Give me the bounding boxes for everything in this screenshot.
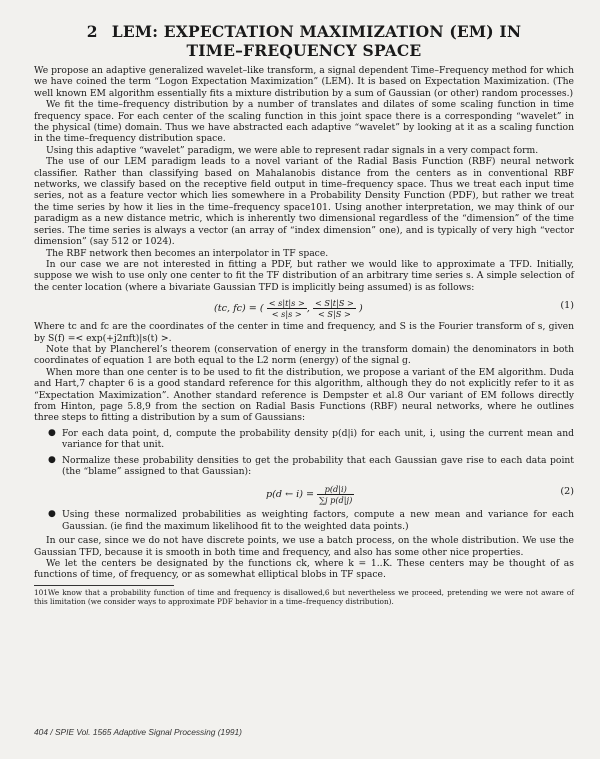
bullet-item-3 xyxy=(34,509,574,532)
paragraph-batch: In our case, since we do not have discrete points, we use a batch process, on the whole distribution. We use the Gaussian TFD, because it is smooth in both time and frequency, and also has some other nice properties. xyxy=(34,535,574,558)
eq1-den2: < S|S > xyxy=(317,309,351,320)
eq2-den: ∑j p(d|j) xyxy=(319,495,353,506)
paragraph-em-variant: When more than one center is to be used to fit the distribution, we propose a variant of the EM algorithm. Duda and Hart,7 chapter 6 is a good standard reference for this algorithm, although they do not explicitly refer to it as “Expectation Maximization”. Another standard reference is Dempster et al.8 Our variant of EM follows directly from Hinton, page 5.8,9 from the section on Radial Basis Functions (RBF) neural networks, where he outlines three steps to fitting a distribution by a sum of Gaussians: xyxy=(34,366,574,424)
paragraph-radar: Using this adaptive “wavelet” paradigm, we were able to represent radar signals in a very compact form. xyxy=(46,144,539,156)
bullet-item-1 xyxy=(34,428,574,451)
eq1-fraction-time xyxy=(267,298,307,319)
bullet-text-3: Using these normalized probabilities as weighting factors, compute a new mean and variance for each Gaussian. (ie find the maximum likelihood fit to the weighted data points.) xyxy=(62,509,574,532)
equation-1-math: (tc, fc) = ( $\frac{< s|t|s >}{< s|s >}$ , $\frac{< S|t|S >}{< S|S >}$ ) xyxy=(214,298,363,320)
bullet-item-2 xyxy=(34,455,574,478)
eq2-num: p(d|i) xyxy=(317,484,354,495)
page-footer: 404 / SPIE Vol. 1565 Adaptive Signal Processing (1991) xyxy=(34,727,242,737)
equation-2 xyxy=(34,480,574,505)
paper-page xyxy=(34,22,574,606)
eq1-fraction-freq xyxy=(313,298,356,319)
eq1-num1: < s|t|s > xyxy=(268,298,305,309)
eq1-number: (1) xyxy=(560,300,574,312)
paragraph-where: Where tc and fc are the coordinates of the center in time and frequency, and S is the Fourier transform of s, given by S(f) =< exp(+j2πft)|s(t) >. xyxy=(34,321,574,344)
paragraph-centers: We let the centers be designated by the functions ck, where k = 1..K. These centers may be thought of as functions of time, of frequency, or as somewhat elliptical blobs in TF space. xyxy=(34,558,574,581)
bullet-icon: ● xyxy=(48,427,56,438)
footnote-101: 101We know that a probability function of time and frequency is disallowed,6 but nevertheless we proceed, pretending we were not aware of this limitation (we consider ways to approximate PDF behavior in a time–frequency distribution). xyxy=(34,587,574,606)
eq2-fraction xyxy=(317,484,354,505)
paragraph-interpolator: The RBF network then becomes an interpolator in TF space. xyxy=(46,247,329,259)
bullet-icon: ● xyxy=(48,454,56,465)
eq2-number: (2) xyxy=(560,486,574,498)
paragraph-fit: We fit the time–frequency distribution by a number of translates and dilates of some scaling function in time frequency space. For each center of the scaling function in this joint space there is a corresponding “wavelet” in the physical (time) domain. Thus we have abstracted each adaptive “wavelet” by looking at it as a scaling function in the time–frequency distribution space. xyxy=(34,99,574,145)
paragraph-plancherel: Note that by Plancherel’s theorem (conservation of energy in the transform domain) the denominators in both coordinates of equation 1 are both equal to the L2 norm (energy) of the signal g. xyxy=(34,343,574,367)
section-title-line1: LEM: EXPECTATION MAXIMIZATION (EM) IN xyxy=(111,22,522,41)
bullet-text-1: For each data point, d, compute the probability density p(d|i) for each unit, i, using the current mean and variance for that unit. xyxy=(62,427,574,451)
eq2-lhs: p(d ← i) = xyxy=(266,489,315,501)
footnote-rule xyxy=(34,585,174,586)
paragraph-rbf: The use of our LEM paradigm leads to a novel variant of the Radial Basis Function (RBF) neural network classifier. Rather than classifying based on Mahalanobis distance from the centers as in conventional RBF networks, we classify based on the receptive field output in time–frequency space. Thus we treat each input time series, not as a feature vector which lies somewhere in a Probability Density Function (PDF), but rather we treat the time series by how it lies in the time–frequency space101. Using another interpretation, we may think of our paradigm as a new distance metric, which is inherently two dimensional regardless of the “dimension” of the time series. The time series is always a vector (an array of “index dimension” one), and is typically of very high “vector dimension” (say 512 or 1024). xyxy=(34,156,574,248)
section-title-line2: TIME–FREQUENCY SPACE xyxy=(186,41,422,60)
eq1-lhs: (tc, fc) = ( xyxy=(214,303,264,315)
eq1-den1: < s|s > xyxy=(271,309,302,320)
paragraph-intro: We propose an adaptive generalized wavelet–like transform, a signal dependent Time–Frequency method for which we have coined the term “Logon Expectation Maximization” (LEM). It is based on Expectation Maximization. (The well known EM algorithm essentially fits a mixture distribution by a sum of Gaussian (or other) random processes.) xyxy=(34,65,574,99)
equation-1 xyxy=(34,294,574,319)
bullet-text-2: Normalize these probability densities to get the probability that each Gaussian gave rise to each data point (the “blame” assigned to that Gaussian): xyxy=(62,454,574,477)
eq1-rhs: ) xyxy=(358,303,363,315)
eq1-num2: < S|t|S > xyxy=(314,298,354,309)
section-heading xyxy=(34,22,574,60)
section-number: 2 xyxy=(86,22,98,41)
equation-2-math xyxy=(266,484,354,505)
bullet-icon: ● xyxy=(48,509,56,520)
paragraph-tfd: In our case we are not interested in fitting a PDF, but rather we would like to approximate a TFD. Initially, suppose we wish to use only one center to fit the TF distribution of an arbitrary time series s. A simple selection of the center location (where a bivariate Gaussian TFD is implicitly being assumed) is as follows: xyxy=(34,258,574,293)
